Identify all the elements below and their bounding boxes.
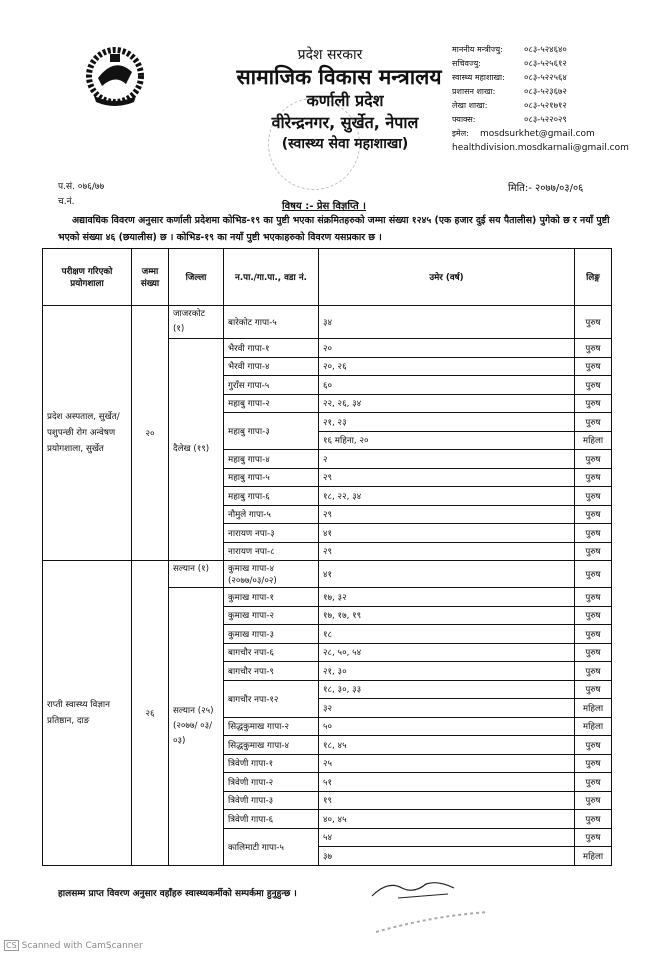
municipality-ward: भैरवी गापा-४ (224, 357, 319, 376)
gender: महिला (575, 717, 612, 736)
gender: पुरुष (575, 754, 612, 773)
municipality-ward: महाबु गापा-६ (224, 487, 319, 506)
ages: १७, ३२ (319, 588, 575, 607)
table-row (43, 306, 612, 339)
gender: पुरुष (575, 357, 612, 376)
table-header-row (43, 249, 612, 306)
stamp-impression-icon (372, 908, 492, 936)
signature-icon (368, 878, 458, 902)
ages: २२, २६, ३४ (319, 394, 575, 413)
ages: ४१ (319, 561, 575, 588)
email-link[interactable]: mosdsurkhet@gmail.com (480, 129, 595, 139)
municipality-ward: बागचौर नपा-६ (224, 643, 319, 662)
gender: पुरुष (575, 662, 612, 681)
municipality-ward: बागचौर नपा-१२ (224, 680, 319, 717)
ages: २०, २६ (319, 357, 575, 376)
district-name: जाजरकोट (१) (169, 306, 224, 339)
gender: पुरुष (575, 736, 612, 755)
gender: पुरुष (575, 542, 612, 561)
ages: ६० (319, 376, 575, 395)
table-body (43, 306, 612, 866)
ages: १८, २२, ३४ (319, 487, 575, 506)
ages: ३७ (319, 847, 575, 866)
lab-name: प्रदेश अस्पताल, सुर्खेत/ पशुपन्छी रोग अन्वेषण प्रयोगशाला, सुर्खेत (43, 306, 132, 561)
municipality-ward: त्रिवेणी गापा-१ (224, 754, 319, 773)
ages: १९ (319, 791, 575, 810)
date: मिति:- २०७७/०३/०६ (508, 183, 584, 194)
municipality-ward: नौमुले गापा-५ (224, 505, 319, 524)
gender: पुरुष (575, 606, 612, 625)
contact-label: माननीय मन्त्रीज्यु: (452, 45, 503, 54)
ages: २९ (319, 505, 575, 524)
municipality-ward: सिद्धकुमाख गापा-४ (224, 736, 319, 755)
gender: पुरुष (575, 468, 612, 487)
ages: १६ महिना, २० (319, 431, 575, 450)
contact-row (452, 99, 642, 113)
ages: २१, २३ (319, 413, 575, 432)
gender: महिला (575, 847, 612, 866)
ages: ४१ (319, 524, 575, 543)
email-link[interactable]: healthdivision.mosdkarnali@gmail.com (452, 143, 629, 153)
gender: पुरुष (575, 394, 612, 413)
subject-line (0, 198, 648, 212)
gender: पुरुष (575, 791, 612, 810)
header-district: जिल्ला (169, 249, 224, 306)
gender: पुरुष (575, 306, 612, 339)
municipality-ward: महाबु गापा-४ (224, 450, 319, 469)
intro-paragraph: अद्यावधिक विवरण अनुसार कर्णाली प्रदेशमा कोभिड-१९ का पुष्टी भएका संक्रमितहरुको जम्मा संख्या १२४५ (एक हजार दुई सय पैतालीस) पुगेको छ र नयाँ पुष्टी भएको संख्या ४६ (छयालीस) छ । कोभिड-१९ का नयाँ पुष्टी भएकाहरुको विवरण यसप्रकार छ । (58, 215, 610, 243)
nepal-emblem-icon (80, 44, 150, 112)
contact-row (452, 127, 642, 141)
header-total: जम्मा संख्या (132, 249, 169, 306)
municipality-ward: बारेकोट गापा-५ (224, 306, 319, 339)
gender: पुरुष (575, 505, 612, 524)
subject-text: विषय :- प्रेस विज्ञप्ति । (282, 201, 366, 212)
contact-block (452, 43, 642, 155)
province-name: कर्णाली प्रदेश (306, 91, 384, 110)
gender: पुरुष (575, 450, 612, 469)
ages: १७, १७, १९ (319, 606, 575, 625)
gender: पुरुष (575, 773, 612, 792)
header-lab: परीक्षण गरिएको प्रयोगशाला (43, 249, 132, 306)
contact-value: ०८३-५२४६४० (524, 45, 567, 55)
municipality-ward: त्रिवेणी गापा-२ (224, 773, 319, 792)
district-name: सल्यान (१) (169, 561, 224, 588)
municipality-ward: महाबु गापा-३ (224, 413, 319, 450)
camscanner-logo-icon: CS (6, 941, 17, 950)
gender: पुरुष (575, 588, 612, 607)
contact-label: सचिवज्यु: (452, 59, 481, 68)
ages: २० (319, 339, 575, 358)
municipality-ward: नारायण नपा-३ (224, 524, 319, 543)
ages: १८ (319, 625, 575, 644)
contact-value: ०८३-५२५६१२ (524, 59, 567, 69)
contact-row (452, 43, 642, 57)
municipality-ward: त्रिवेणी गापा-३ (224, 791, 319, 810)
gender: पुरुष (575, 413, 612, 432)
gender: पुरुष (575, 487, 612, 506)
watermark-text: Scanned with CamScanner (21, 940, 143, 951)
ages: २८, ५०, ५४ (319, 643, 575, 662)
ages: २९ (319, 468, 575, 487)
contact-row (452, 85, 642, 99)
camscanner-watermark (4, 940, 143, 951)
contact-label: प्रशासन शाखा: (452, 87, 496, 96)
header-gender: लिङ्ग (575, 249, 612, 306)
contact-row (452, 113, 642, 127)
municipality-ward: नारायण नपा-८ (224, 542, 319, 561)
ages: ५४ (319, 828, 575, 847)
lab-total: २६ (132, 561, 169, 866)
contact-value: ०८३-५२२०२९ (524, 115, 567, 125)
header-age: उमेर (वर्ष) (319, 249, 575, 306)
district-name: सल्यान (२५) (२०७७/ ०३/ ०३) (169, 588, 224, 866)
gender: पुरुष (575, 561, 612, 588)
header-municipality: न.पा./गा.पा., वडा नं. (224, 249, 319, 306)
contact-label: इमेल: (452, 129, 469, 138)
address: वीरेन्द्रनगर, सुर्खेत, नेपाल (271, 113, 419, 132)
gender: महिला (575, 431, 612, 450)
municipality-ward: बागचौर नपा-९ (224, 662, 319, 681)
municipality-ward: महाबु गापा-५ (224, 468, 319, 487)
municipality-ward: कुमाख गापा-३ (224, 625, 319, 644)
ages: २५ (319, 754, 575, 773)
contact-value: ०८३-५२१७१२ (524, 101, 567, 111)
municipality-ward: सिद्धकुमाख गापा-२ (224, 717, 319, 736)
ages: १८, ४५ (319, 736, 575, 755)
official-stamp-icon (268, 98, 360, 190)
municipality-ward: कुमाख गापा-१ (224, 588, 319, 607)
gender: पुरुष (575, 643, 612, 662)
ministry-name: सामाजिक विकास मन्त्रालय (236, 65, 442, 89)
ages: २ (319, 450, 575, 469)
contact-label: लेखा शाखा: (452, 101, 488, 110)
municipality-ward: कुमाख गापा-२ (224, 606, 319, 625)
municipality-ward: महाबु गापा-२ (224, 394, 319, 413)
ps-number: प.सं. ०७६/७७ (58, 182, 105, 192)
ages: १८, ३०, ३३ (319, 680, 575, 699)
municipality-ward: कुमाख गापा-४ (२०७७/०३/०२) (224, 561, 319, 588)
gender: पुरुष (575, 828, 612, 847)
table-row (43, 561, 612, 588)
contact-label: फ्याक्स: (452, 115, 476, 124)
contact-label: स्वास्थ्य महाशाखा: (452, 73, 505, 82)
gender: पुरुष (575, 625, 612, 644)
contact-value: ०८३-५२३६७२ (524, 87, 567, 97)
municipality-ward: गुराँस गापा-५ (224, 376, 319, 395)
ages: २१, ३० (319, 662, 575, 681)
gender: पुरुष (575, 376, 612, 395)
municipality-ward: त्रिवेणी गापा-६ (224, 810, 319, 829)
ages: ४०, ४५ (319, 810, 575, 829)
govt-name: प्रदेश सरकार (297, 47, 363, 63)
gender: पुरुष (575, 680, 612, 699)
lab-name: राप्ती स्वास्थ्य विज्ञान प्रतिष्ठान, दाङ (43, 561, 132, 866)
ages: ३२ (319, 699, 575, 718)
municipality-ward: भैरवी गापा-१ (224, 339, 319, 358)
division-name: (स्वास्थ्य सेवा महाशाखा) (281, 136, 409, 152)
gender: महिला (575, 699, 612, 718)
gender: पुरुष (575, 524, 612, 543)
district-name: दैलेख (१९) (169, 339, 224, 561)
ages: २९ (319, 542, 575, 561)
lab-total: २० (132, 306, 169, 561)
chn-number: च.नं. (58, 197, 75, 207)
gender: पुरुष (575, 339, 612, 358)
contact-value: ०८३-५२२५६४ (524, 73, 567, 83)
gender: पुरुष (575, 810, 612, 829)
ages: ५१ (319, 773, 575, 792)
municipality-ward: कालिमाटी गापा-५ (224, 828, 319, 865)
contact-row (452, 57, 642, 71)
ages: ५० (319, 717, 575, 736)
ages: ३४ (319, 306, 575, 339)
cases-table (42, 248, 612, 866)
contact-row (452, 71, 642, 85)
footer-note: हालसम्म प्राप्त विवरण अनुसार वहाँहरु स्वास्थ्यकर्मीको सम्पर्कमा हुनुहुन्छ । (58, 889, 297, 899)
